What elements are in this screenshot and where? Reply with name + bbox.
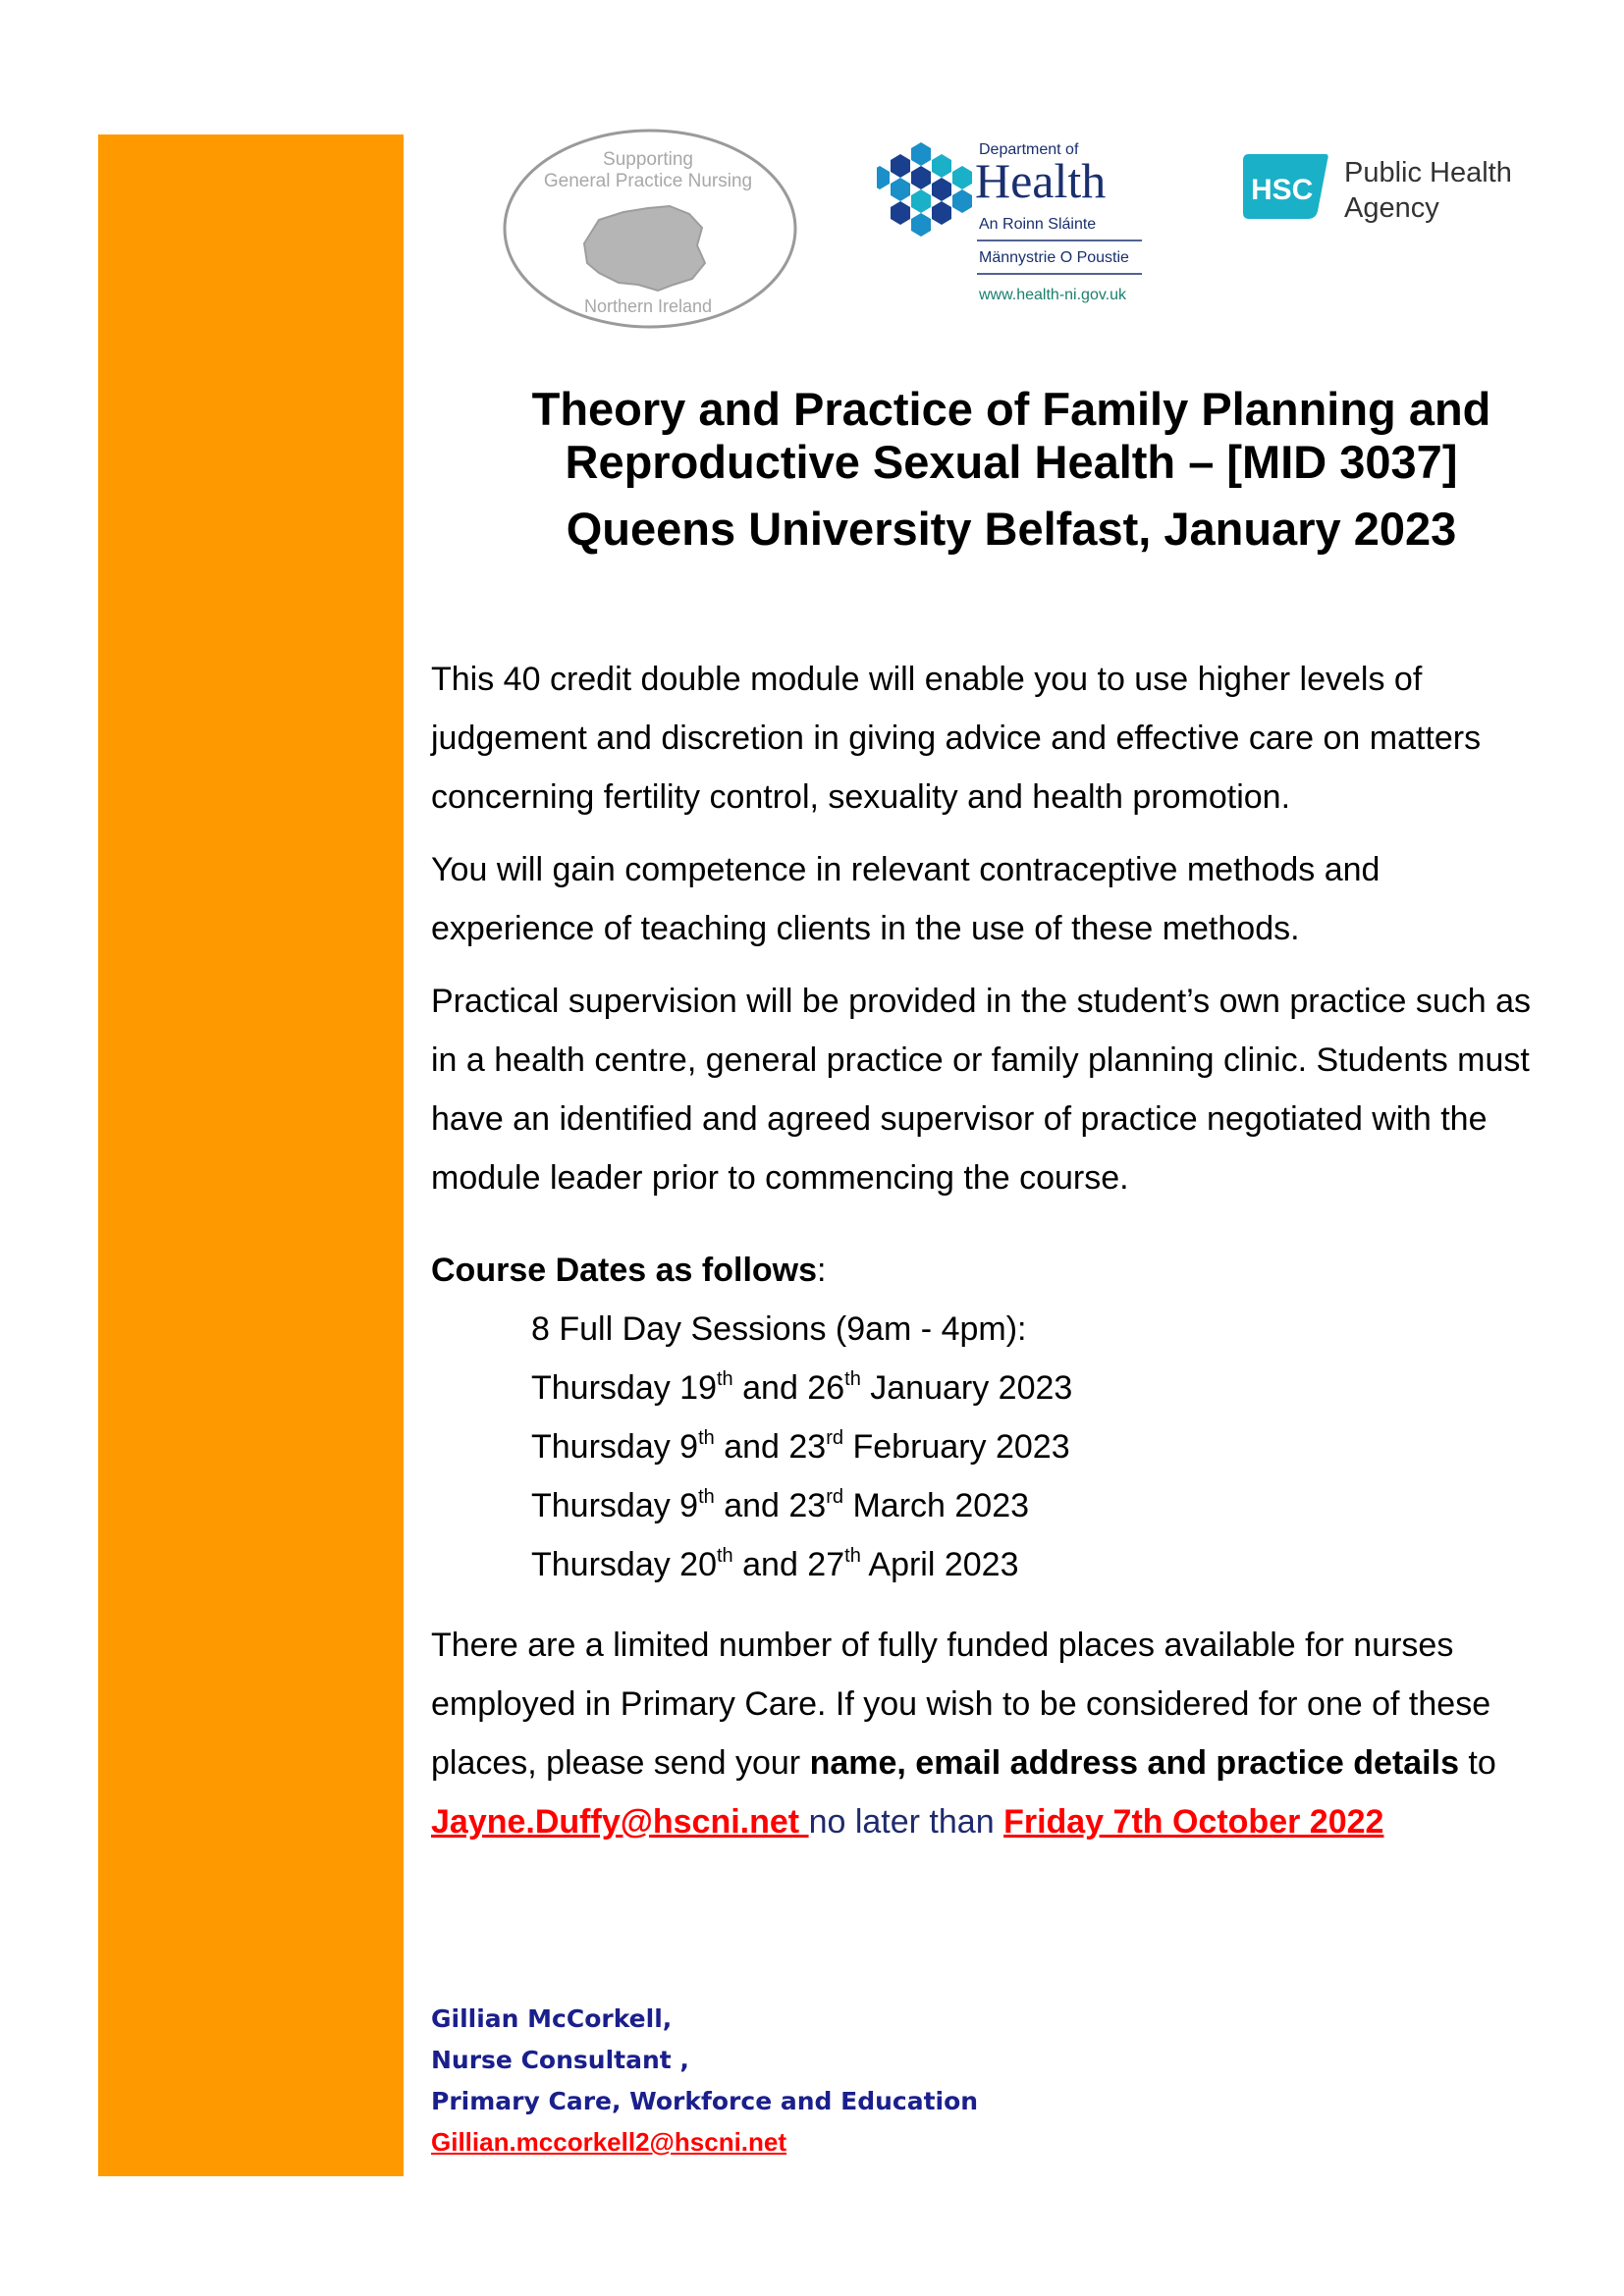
required-details: name, email address and practice details bbox=[809, 1744, 1459, 1782]
course-dates-heading-label: Course Dates as follows bbox=[431, 1252, 818, 1289]
sessions-summary: 8 Full Day Sessions (9am - 4pm): bbox=[531, 1310, 1027, 1348]
doh-url: www.health-ni.gov.uk bbox=[979, 287, 1126, 303]
hsc-line2: Agency bbox=[1344, 192, 1439, 224]
course-title-block bbox=[412, 383, 1610, 556]
sgpn-logo-bottom: Northern Ireland bbox=[583, 296, 713, 316]
contact-email-link[interactable]: Jayne.Duffy@hscni.net bbox=[431, 1803, 809, 1841]
department-of-health-logo bbox=[877, 133, 1171, 314]
signature-dept: Primary Care, Workforce and Education bbox=[431, 2087, 979, 2115]
doh-ulster-scots: Männystrie O Poustie bbox=[979, 249, 1129, 266]
hsc-line1: Public Health bbox=[1344, 157, 1512, 188]
description-paragraph-1: This 40 credit double module will enable you to use higher levels of judgement and discretion in giving advice and effective care on matters concerning fertility control, sexuality and health promotion. bbox=[431, 661, 1482, 816]
course-dates-heading bbox=[431, 1241, 1550, 1300]
doh-irish: An Roinn Sláinte bbox=[979, 216, 1097, 233]
orange-sidebar-bar bbox=[98, 134, 404, 2176]
doh-name: Health bbox=[975, 153, 1107, 208]
date-row: Thursday 19th and 26th January 2023 bbox=[531, 1367, 1073, 1407]
course-description bbox=[431, 650, 1550, 1851]
description-paragraph-3: Practical supervision will be provided in the student’s own practice such as in a health centre, general practice or family planning clinic. Students must have an identified and agreed supervisor of practice negotiated with the module leader prior to commencing the course. bbox=[431, 983, 1532, 1197]
date-row: Thursday 9th and 23rd March 2023 bbox=[531, 1485, 1030, 1524]
doh-dept: Department of bbox=[979, 141, 1079, 158]
course-title-line2: Reproductive Sexual Health – [MID 3037] bbox=[565, 436, 1458, 488]
sgpn-logo-line2: General Practice Nursing bbox=[543, 171, 753, 191]
description-paragraph-2: You will gain competence in relevant contraceptive methods and experience of teaching clients in the use of these methods. bbox=[431, 851, 1380, 947]
course-title-line1: Theory and Practice of Family Planning and bbox=[531, 383, 1491, 435]
signature-role: Nurse Consultant , bbox=[431, 2046, 689, 2074]
sgpn-logo-line1: Supporting bbox=[603, 149, 693, 170]
signature-block bbox=[431, 1999, 978, 2163]
signature-name: Gillian McCorkell, bbox=[431, 2004, 673, 2033]
funding-paragraph: There are a limited number of fully funded places available for nurses employed in Primary Care. If you wish to be considered for one of these places, please send your name, email address and practice details to Jayne.Duffy@hscni.net no later than Friday 7th October 2022 bbox=[431, 1627, 1496, 1841]
date-row: Thursday 9th and 23rd February 2023 bbox=[531, 1426, 1070, 1466]
sgpn-logo bbox=[501, 126, 799, 332]
course-dates-list bbox=[431, 1300, 1550, 1594]
signature-email-link[interactable]: Gillian.mccorkell2@hscni.net bbox=[431, 2127, 787, 2157]
hsc-badge-text: HSC bbox=[1251, 174, 1314, 206]
deadline-date: Friday 7th October 2022 bbox=[1003, 1803, 1384, 1841]
course-dates-heading-colon: : bbox=[817, 1252, 827, 1289]
date-row: Thursday 20th and 27th April 2023 bbox=[531, 1544, 1019, 1583]
hsc-public-health-agency-logo bbox=[1241, 152, 1536, 231]
hexagon-cluster-icon bbox=[877, 142, 972, 237]
course-venue-date: Queens University Belfast, January 2023 bbox=[566, 503, 1457, 555]
